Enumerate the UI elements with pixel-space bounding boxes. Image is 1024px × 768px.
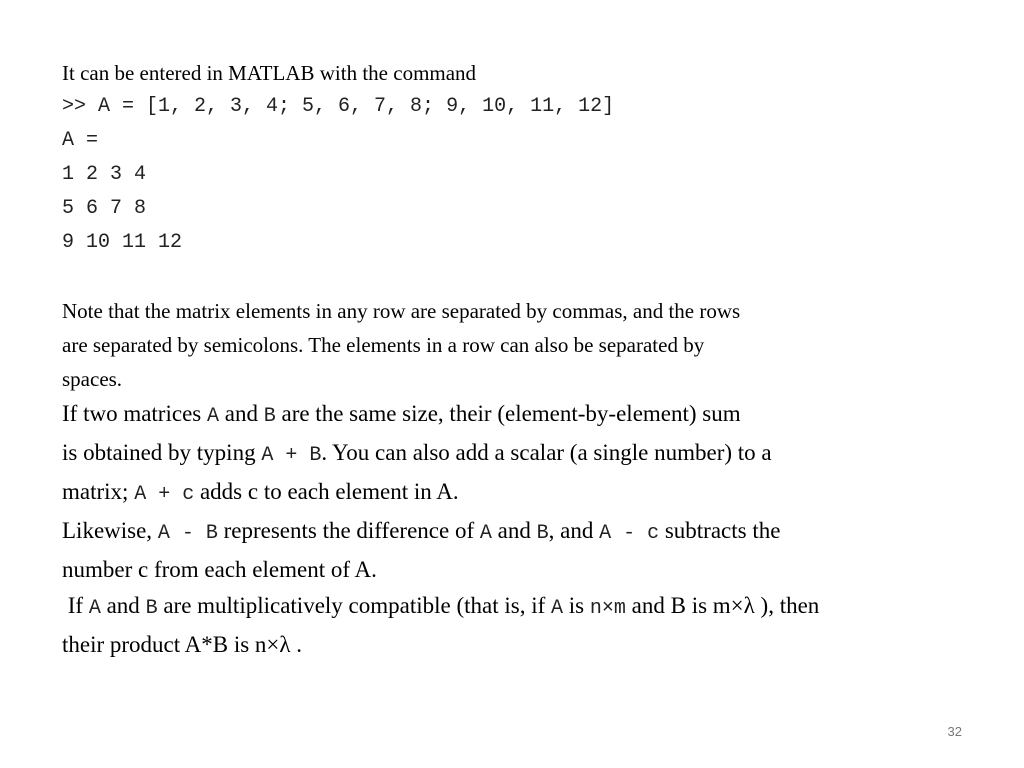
output-line: A = — [62, 129, 99, 152]
sum-line-3: matrix; A + c adds c to each element in A. — [62, 479, 459, 506]
sum-line-2: is obtained by typing A + B. You can also add a scalar (a single number) to a — [62, 440, 772, 467]
code-A: A — [551, 597, 564, 620]
output-line: 1 2 3 4 — [62, 163, 147, 186]
page-number: 32 — [947, 724, 962, 739]
code-B: B — [536, 522, 549, 545]
matlab-command: >> A = [1, 2, 3, 4; 5, 6, 7, 8; 9, 10, 11, 12] — [62, 95, 615, 118]
code-a-minus-c: A - c — [599, 522, 660, 545]
product-line-1: If A and B are multiplicatively compatible (that is, if A is n×m and B is m×λ ), then — [62, 593, 820, 620]
slide-content — [62, 56, 982, 663]
note-line: spaces. — [62, 367, 123, 391]
note-line: Note that the matrix elements in any row are separated by commas, and the rows — [62, 299, 741, 323]
output-line: 5 6 7 8 — [62, 197, 147, 220]
code-A: A — [206, 405, 219, 428]
code-A: A — [479, 522, 492, 545]
note-line: are separated by semicolons. The elements in a row can also be separated by — [62, 333, 705, 357]
product-line-2: their product A*B is n×λ . — [62, 632, 303, 657]
code-A: A — [88, 597, 101, 620]
code-B: B — [145, 597, 158, 620]
code-n-by-m: n×m — [589, 597, 626, 620]
diff-line-2: number c from each element of A. — [62, 557, 377, 582]
diff-line-1: Likewise, A - B represents the difference of A and B, and A - c subtracts the — [62, 518, 781, 545]
code-B: B — [263, 405, 276, 428]
spacer — [62, 260, 982, 294]
code-a-minus-b: A - B — [157, 522, 218, 545]
code-a-plus-b: A + B — [261, 444, 322, 467]
intro-text: It can be entered in MATLAB with the command — [62, 61, 477, 85]
code-a-plus-c: A + c — [134, 483, 195, 506]
sum-line-1: If two matrices A and B are the same size, their (element-by-element) sum — [62, 401, 741, 428]
output-line: 9 10 11 12 — [62, 231, 183, 254]
